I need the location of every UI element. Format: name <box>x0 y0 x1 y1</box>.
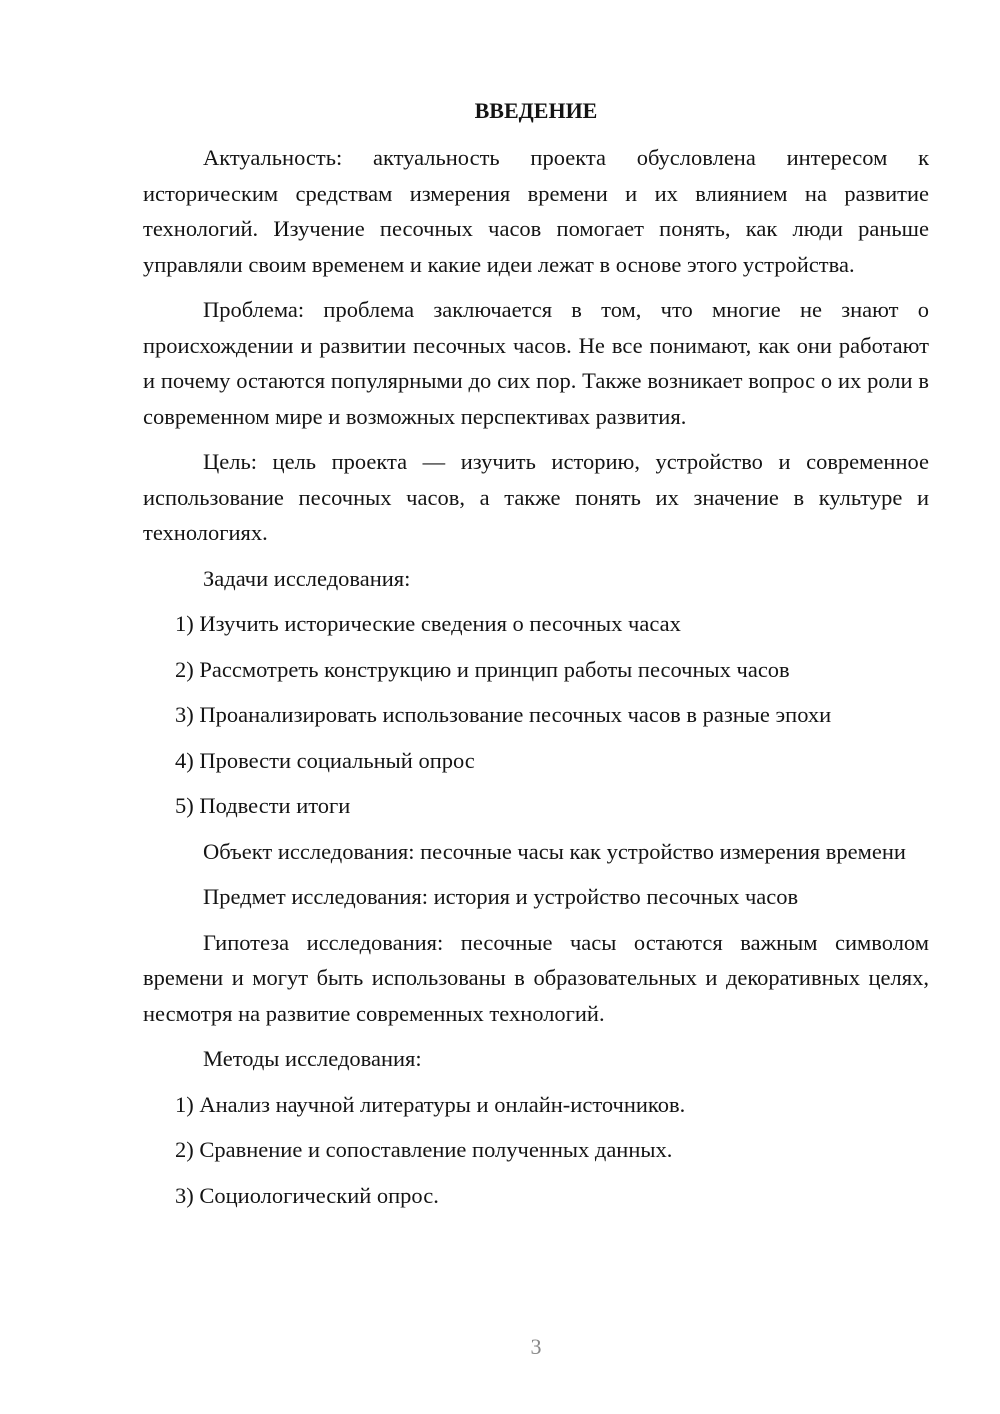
object-paragraph: Объект исследования: песочные часы как устройство измерения времени <box>203 838 906 864</box>
goal-paragraph: Цель: цель проекта — изучить историю, устройство и современное использование песочных часов, а также понять их значение в культуре и технологиях. <box>143 449 929 545</box>
list-item: 2) Сравнение и сопоставление полученных данных. <box>175 1137 673 1162</box>
page-content <box>143 96 929 1223</box>
problem-paragraph: Проблема: проблема заключается в том, что многие не знают о происхождении и развитии песочных часов. Не все понимают, как они работают и почему остаются популярными до сих пор. Также возникает вопрос о их роли в современном мире и возможных перспективах развития. <box>143 297 929 429</box>
tasks-title: Задачи исследования: <box>203 565 411 591</box>
page-number: 3 <box>530 1334 542 1359</box>
list-item: 3) Социологический опрос. <box>175 1182 439 1208</box>
methods-list <box>143 1087 929 1214</box>
subject-paragraph: Предмет исследования: история и устройство песочных часов <box>203 884 799 909</box>
methods-title: Методы исследования: <box>203 1046 422 1071</box>
list-item: 3) Проанализировать использование песочных часов в разные эпохи <box>175 702 832 727</box>
list-item: 5) Подвести итоги <box>175 793 351 818</box>
list-item: 2) Рассмотреть конструкцию и принцип работы песочных часов <box>175 656 790 682</box>
actuality-paragraph: Актуальность: актуальность проекта обусловлена интересом к историческим средствам измерения времени и их влиянием на развитие технологий. Изучение песочных часов помогает понять, как люди раньше управляли своим временем и какие идеи лежат в основе этого устройства. <box>143 145 929 277</box>
hypothesis-paragraph: Гипотеза исследования: песочные часы остаются важным символом времени и могут быть использованы в образовательных и декоративных целях, несмотря на развитие современных технологий. <box>143 929 929 1026</box>
list-item: 1) Изучить исторические сведения о песочных часах <box>175 611 681 636</box>
tasks-list <box>143 606 929 824</box>
list-item: 1) Анализ научной литературы и онлайн-источников. <box>175 1091 686 1117</box>
page-title: ВВЕДЕНИЕ <box>474 98 598 123</box>
list-item: 4) Провести социальный опрос <box>175 747 475 773</box>
